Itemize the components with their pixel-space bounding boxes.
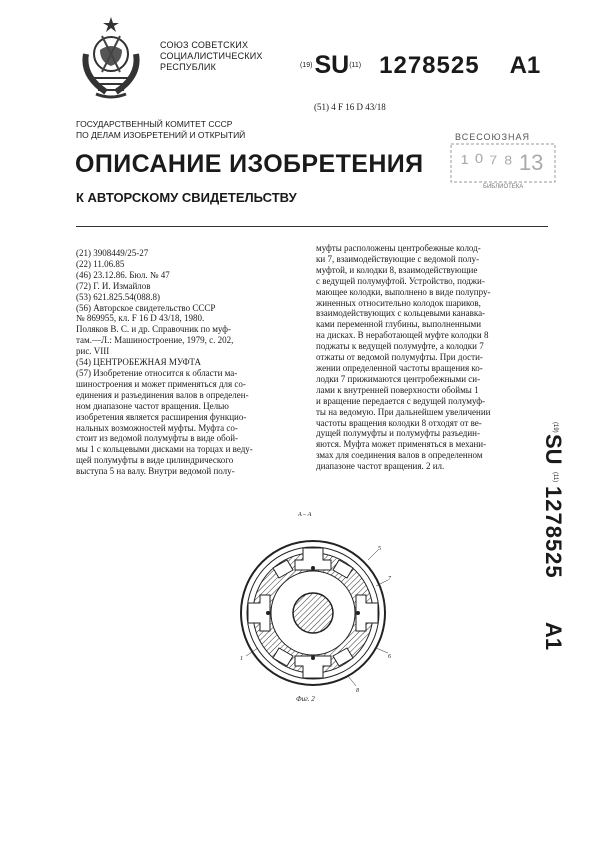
text-line: жиненных относительно колодок шариков, bbox=[316, 297, 481, 308]
text-line: ками переменной глубины, выполненными bbox=[316, 319, 482, 330]
text-line: (72) Г. И. Измайлов bbox=[76, 280, 151, 291]
org-line: СОЮЗ СОВЕТСКИХ bbox=[160, 40, 249, 50]
patent-number: 1278525 bbox=[379, 52, 480, 79]
coupling-cross-section-figure bbox=[228, 508, 398, 708]
text-line: отжаты от ведомой полумуфты. При дости- bbox=[316, 352, 483, 363]
text-line: диапазоне частот вращения. 2 ил. bbox=[316, 461, 445, 472]
org-line: СОЦИАЛИСТИЧЕСКИХ bbox=[160, 51, 263, 61]
country-code: SU bbox=[314, 51, 350, 79]
text-line: стоит из ведомой полумуфты в виде обой- bbox=[76, 433, 239, 444]
text-line: там.—Л.: Машиностроение, 1979, с. 202, bbox=[76, 335, 234, 346]
library-stamp bbox=[443, 122, 563, 192]
text-line: изобретения является расширения функцио- bbox=[76, 411, 247, 422]
text-line: (22) 11.06.85 bbox=[76, 258, 125, 269]
divider bbox=[76, 226, 548, 227]
text-line: лодки 7 прижимаются центробежными си- bbox=[316, 373, 481, 384]
vertical-patent-number bbox=[540, 420, 590, 680]
committee-line: ПО ДЕЛАМ ИЗОБРЕТЕНИЙ И ОТКРЫТИЙ bbox=[76, 130, 246, 140]
text-line: поджаты к ведущей полумуфте, а колодки 7 bbox=[316, 341, 484, 352]
vertical-code-11: (11) bbox=[552, 472, 558, 483]
text-line: муфтой, и колодки 8, взаимодействующие bbox=[316, 264, 478, 275]
text-line: рис. VIII bbox=[76, 346, 110, 357]
figure-caption: Фиг. 2 bbox=[296, 695, 315, 703]
text-line: взаимодействующих с кольцевыми канавка- bbox=[316, 308, 486, 319]
vertical-kind: A1 bbox=[541, 622, 566, 651]
text-line: ки 7, взаимодействующие с ведомой полу- bbox=[316, 253, 480, 264]
bibliographic-column bbox=[76, 248, 302, 477]
text-line: Поляков В. С. и др. Справочник по муф- bbox=[76, 324, 231, 335]
text-line: (53) 621.825.54(088.8) bbox=[76, 291, 160, 302]
vertical-number: 1278525 bbox=[541, 486, 566, 579]
text-line: на дисках. В неработающей муфте колодки 8 bbox=[316, 330, 489, 341]
text-line: (56) Авторское свидетельство СССР bbox=[76, 302, 216, 313]
ipc-class: (51) 4 F 16 D 43/18 bbox=[314, 102, 386, 112]
abstract-column bbox=[316, 243, 549, 472]
text-line: частоты вращения колодки 8 отходят от ве- bbox=[316, 417, 482, 428]
text-line: выступа 5 на валу. Внутри ведомой полу- bbox=[76, 466, 235, 477]
section-label: А – А bbox=[298, 512, 312, 518]
vertical-code-19: (19) bbox=[552, 422, 558, 433]
text-line: (57) Изобретение относится к области ма- bbox=[76, 367, 238, 378]
svg-text:¹ ⁰ ⁷ ⁸ 13: ¹ ⁰ ⁷ ⁸ 13 bbox=[461, 150, 544, 175]
callout-7: 7 bbox=[388, 576, 391, 582]
stamp-line2: БИБЛИОТЕКА bbox=[483, 184, 524, 190]
text-line: шиностроения и может применяться для со- bbox=[76, 378, 246, 389]
org-name bbox=[160, 40, 263, 73]
patent-kind: A1 bbox=[509, 52, 541, 79]
stamp-line1: ВСЕСОЮЗНАЯ bbox=[455, 132, 531, 142]
ussr-emblem bbox=[76, 14, 146, 100]
committee-name bbox=[76, 119, 245, 141]
org-line: РЕСПУБЛИК bbox=[160, 62, 217, 72]
code-19: (19) bbox=[300, 62, 313, 69]
callout-8: 8 bbox=[356, 688, 359, 694]
text-line: щей полумуфты в виде цилиндрического bbox=[76, 455, 234, 466]
text-line: яются. Муфта может применяться в механи- bbox=[316, 439, 487, 450]
callout-6: 6 bbox=[388, 654, 391, 660]
text-line: (46) 23.12.86. Бюл. № 47 bbox=[76, 269, 170, 280]
vertical-country: SU bbox=[541, 434, 566, 465]
text-line: змах для соединения валов в определенном bbox=[316, 450, 483, 461]
callout-1: 1 bbox=[240, 656, 243, 662]
text-line: ты на ведомую. При дальнейшем увеличении bbox=[316, 406, 491, 417]
document-subtitle: К АВТОРСКОМУ СВИДЕТЕЛЬСТВУ bbox=[76, 190, 297, 205]
text-line: и вращение передается с ведущей полумуф- bbox=[316, 395, 486, 406]
text-line: единения и разъединения валов в определен- bbox=[76, 389, 249, 400]
text-line: нальных возможностей муфты. Муфта со- bbox=[76, 422, 238, 433]
text-line: мающее колодки, выполнено в виде полупру- bbox=[316, 286, 491, 297]
text-line: мы 1 с кольцевыми дисками на торцах и веду- bbox=[76, 444, 253, 455]
text-line: ном диапазоне частот вращения. Целью bbox=[76, 400, 229, 411]
drive-shaft bbox=[293, 593, 333, 633]
invention-title: (54) ЦЕНТРОБЕЖНАЯ МУФТА bbox=[76, 357, 201, 368]
callout-5: 5 bbox=[378, 546, 381, 552]
text-line: дущей полумуфты и полумуфты разъедин- bbox=[316, 428, 480, 439]
committee-line: ГОСУДАРСТВЕННЫЙ КОМИТЕТ СССР bbox=[76, 119, 233, 129]
text-line: № 869955, кл. F 16 D 43/18, 1980. bbox=[76, 313, 205, 324]
text-line: лами к внутренней поверхности обоймы 1 bbox=[316, 384, 479, 395]
patent-number-block bbox=[300, 51, 540, 80]
document-title: ОПИСАНИЕ ИЗОБРЕТЕНИЯ bbox=[75, 150, 424, 178]
text-line: муфты расположены центробежные колод- bbox=[316, 243, 481, 253]
code-11: (11) bbox=[349, 62, 362, 69]
text-line: с ведущей полумуфтой. Устройство, поджи- bbox=[316, 275, 485, 286]
text-line: жении определенной частоты вращения ко- bbox=[316, 362, 483, 373]
text-line: (21) 3908449/25-27 bbox=[76, 248, 149, 258]
